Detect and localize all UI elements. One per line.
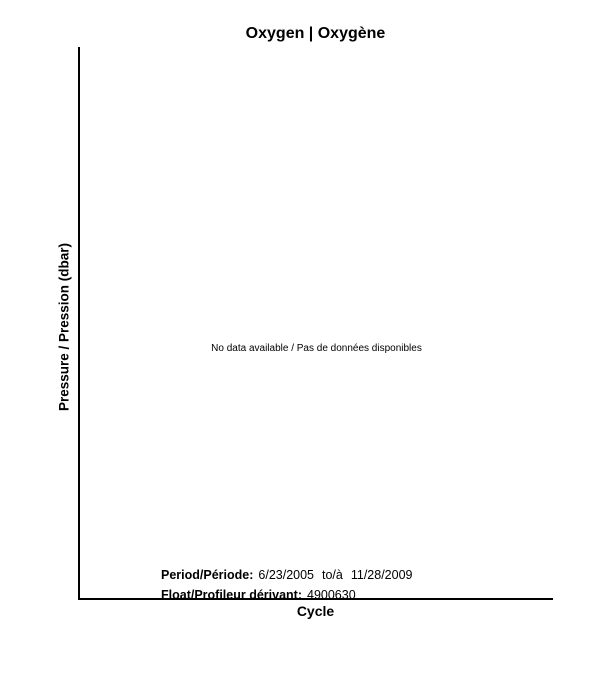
period-separator: to/à <box>322 568 343 582</box>
plot-area <box>78 47 553 600</box>
y-axis-label: Pressure / Pression (dbar) <box>56 242 72 412</box>
chart-footer <box>161 565 413 605</box>
no-data-message: No data available / Pas de données disponibles <box>211 343 422 354</box>
period-start-date: 6/23/2005 <box>258 568 314 582</box>
float-line <box>161 585 413 605</box>
x-axis-label: Cycle <box>296 603 335 619</box>
period-line <box>161 565 413 585</box>
float-label: Float/Profileur dérivant: <box>161 588 302 602</box>
period-label: Period/Période: <box>161 568 254 582</box>
float-id: 4900630 <box>307 588 356 602</box>
period-end-date: 11/28/2009 <box>350 568 413 582</box>
chart-title: Oxygen | Oxygène <box>245 25 386 42</box>
